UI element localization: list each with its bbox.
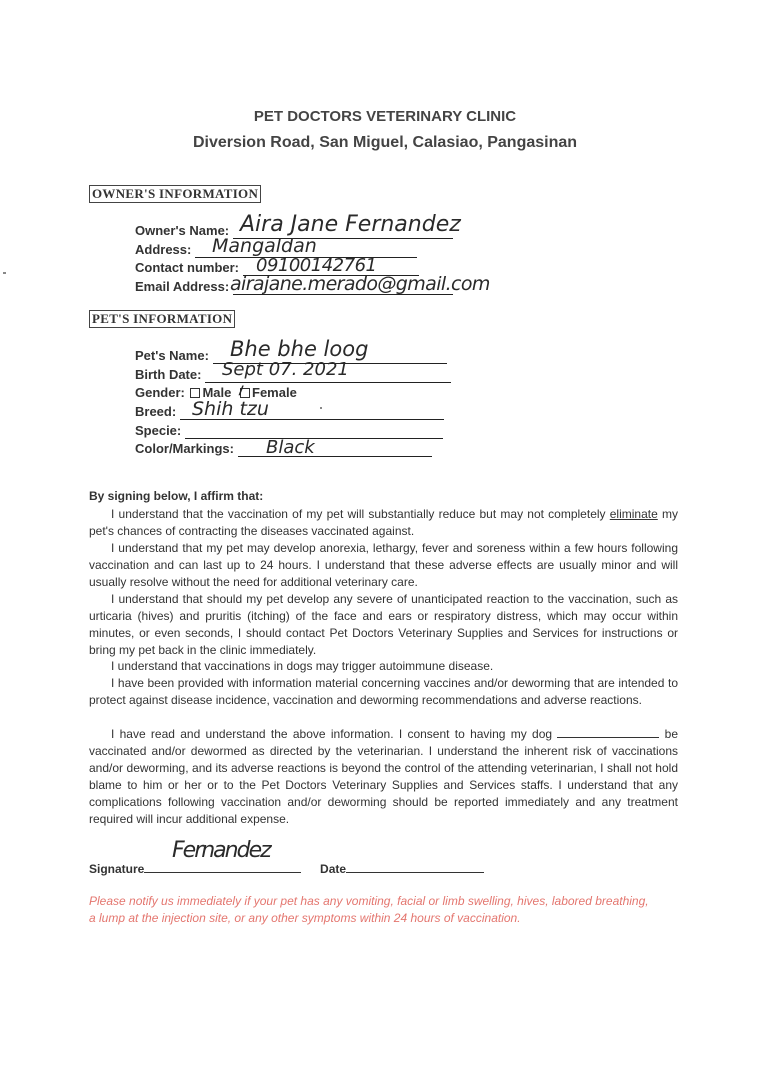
owner-section-title: OWNER'S INFORMATION [89, 185, 261, 203]
affirmation-p1-underlined: eliminate [609, 507, 658, 521]
signature-value: Fernandez [172, 838, 270, 863]
dog-name-blank[interactable] [557, 726, 659, 738]
date-line[interactable] [346, 860, 484, 873]
pet-breed-label: Breed: [135, 404, 177, 419]
affirmation-paragraph-6 [89, 726, 678, 827]
affirmation-p1-text-b: my pet's chances of contracting the diseases vaccinated against. [89, 507, 678, 538]
gender-male-label: Male [202, 385, 232, 400]
affirmation-paragraph-1 [89, 506, 678, 540]
owner-contact-value: 09100142761 [256, 255, 377, 276]
affirmation-p1-text-a: I understand that the vaccination of my pet will substantially reduce but may not completely [111, 507, 610, 521]
pet-name-value: Bhe bhe loog [230, 337, 369, 361]
pet-color-value: Black [266, 437, 315, 458]
owner-contact-label: Contact number: [135, 260, 239, 275]
pet-breed-field[interactable] [135, 404, 444, 420]
affirmation-paragraph-5: I have been provided with information material concerning vaccines and/or deworming that are intended to protect against disease incidence, vaccination and deworming recommendations and adverse reactions. [89, 676, 678, 707]
pet-section-title: PET'S INFORMATION [89, 310, 235, 328]
clinic-address: Diversion Road, San Miguel, Calasiao, Pangasinan [192, 134, 578, 151]
clinic-name: PET DOCTORS VETERINARY CLINIC [253, 108, 517, 125]
vaccination-notice: Please notify us immediately if your pet has any vomiting, facial or limb swelling, hives, labored breathing, a lump at the injection site, or any other symptoms within 24 hours of vaccination. [89, 894, 649, 925]
affirmation-p6-text-a: I have read and understand the above information. I consent to having my dog [111, 727, 553, 741]
pet-name-label: Pet's Name: [135, 348, 209, 363]
date-label: Date [320, 862, 347, 876]
pet-specie-label: Specie: [135, 423, 182, 438]
affirmation-paragraph-2: I understand that my pet may develop anorexia, lethargy, fever and soreness within a few hours following vaccination and can last up to 24 hours. I understand that these adverse effects are usually minor and will usually resolve without the need for additional veterinary care. [89, 541, 678, 589]
gender-female-checkbox[interactable]: / [240, 388, 250, 398]
scan-speck [3, 272, 6, 274]
affirmation-p6-text-b: be vaccinated and/or dewormed as directed by the veterinarian. I understand the inherent risk of vaccinations and/or deworming, and its adverse reactions is beyond the control of the attending veterinarian, I shall not hold blame to him or her or to the Pet Doctors Veterinary Supplies and Services staffs. I understand that any complications following vaccination and/or deworming should be reported immediately and any treatment required will incur additional expense. [89, 727, 678, 826]
gender-female-label: Female [252, 385, 297, 400]
owner-address-value: Mangaldan [212, 235, 317, 257]
signature-label: Signature [89, 862, 145, 876]
pet-breed-value: Shih tzu [192, 398, 269, 420]
pet-birth-label: Birth Date: [135, 367, 202, 382]
pet-color-label: Color/Markings: [135, 441, 234, 456]
affirmation-paragraph-3: I understand that should my pet develop any severe of unanticipated reaction to the vaccination, such as urticaria (hives) and pruritis (itching) of the face and ears or respiratory distress, which may occur within minutes, or even seconds, I should contact Pet Doctors Veterinary Supplies and Services for instructions or bring my pet back in the clinic immediately. [89, 592, 678, 657]
pet-birth-value: Sept 07. 2021 [222, 359, 349, 380]
owner-email-value: airajane.merado@gmail.com [230, 273, 490, 295]
owner-address-label: Address: [135, 242, 192, 257]
affirmation-heading: By signing below, I affirm that: [89, 489, 264, 503]
signature-row [89, 860, 484, 876]
affirmation-paragraph-4: I understand that vaccinations in dogs may trigger autoimmune disease. [111, 659, 494, 673]
owner-email-label: Email Address: [135, 279, 230, 294]
owner-name-value: Aira Jane Fernandez [240, 212, 461, 237]
pet-gender-label: Gender: [135, 385, 185, 400]
owner-name-label: Owner's Name: [135, 223, 230, 238]
gender-male-checkbox[interactable] [190, 388, 200, 398]
